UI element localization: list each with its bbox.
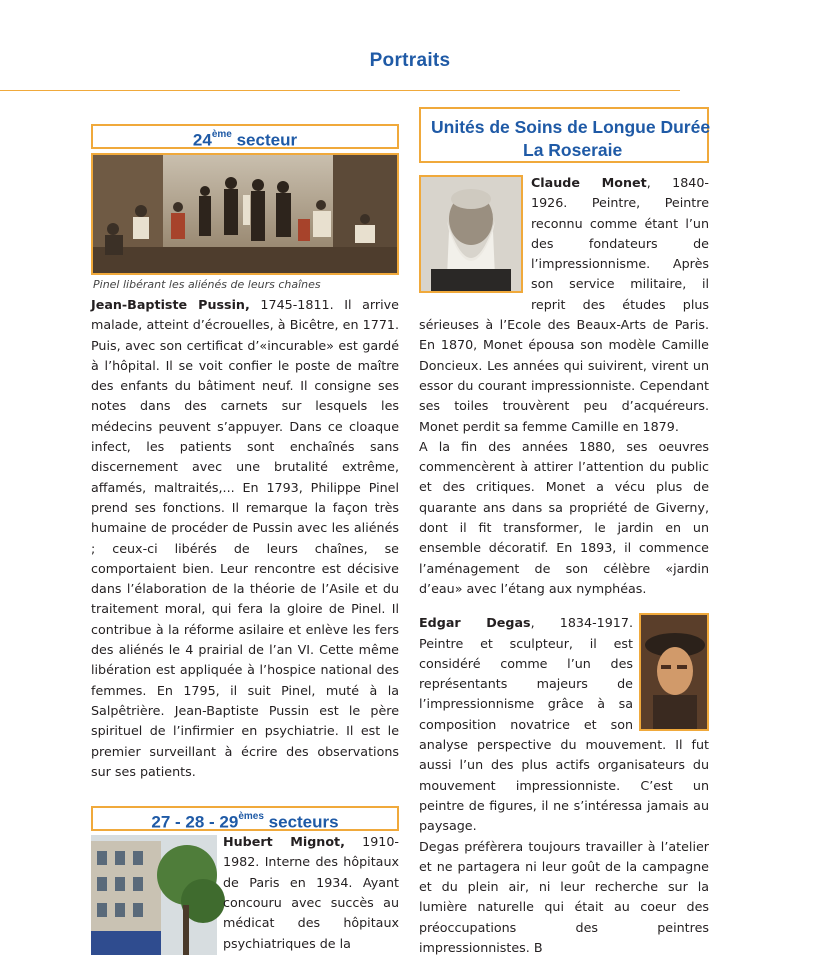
sector-24-word: secteur: [236, 130, 298, 150]
pussin-name: Jean-Baptiste Pussin,: [91, 297, 250, 312]
building-photo-illustration: [91, 835, 217, 955]
degas-article: [419, 613, 709, 958]
page-header: [0, 0, 680, 92]
pussin-text: 1745-1811. Il arrive malade, atteint d’écrouelles, à Bicêtre, en 1771. Puis, avec son certificat d’«incurable» est gardé à l’hôpital. Il se voit confier le poste de maître des enfants du bâtiment neuf. Il consigne ses notes dans des carnets sur lesquels les médecins peuvent s’appuyer. Dans ce cloaque infect, les patients sont enchaînés sans discernement avec une brutalité extrême, affamés, maltraités,... En 1793, Philippe Pinel prend ses fonctions. Il remarque la façon très humaine de procéder de Pussin avec les aliénés ; ceux-ci libérés de leurs chaînes, se comportaient bien. Leur rencontre est décisive dans l’élaboration de la théorie de l’Asile et du traitement moral, qui fera la gloire de Pinel. Il contribue à la réforme asilaire et enlève les fers des aliénés le 4 prairial de l’an VI. Cette même libération est appliquée à l’hospice national des femmes. En 1795, il suit Pinel, muté à la Salpêtrière. Jean-Baptiste Pussin est le père spirituel de l’infirmier en psychiatrie. Il est le premier surveillant à écrire des observations sur ses patients.: [91, 297, 399, 779]
monet-article: [419, 173, 709, 599]
pinel-painting: [91, 153, 399, 275]
sectors-27-29-number: 27 - 28 - 29: [151, 812, 239, 832]
mignot-text: 1910-1982. Interne des hôpitaux de Paris en 1934. Ayant concouru avec succès au médicat des hôpitaux psychiatriques de la: [223, 834, 399, 951]
usld-title-line1: Unités de Soins de Longue Durée: [431, 117, 711, 137]
sector-24-number: 24: [192, 130, 212, 150]
mignot-paragraph: [223, 832, 399, 954]
degas-text-2: Degas préfèrera toujours travailler à l’atelier et ne partagera ni leur goût de la campagne et du plein air, ni leur recherche sur la lumière naturelle qui était au coeur des préoccupations des peintres impressionnistes. B: [419, 838, 709, 955]
degas-portrait: [639, 613, 709, 731]
pussin-paragraph: [91, 295, 399, 782]
sector-24-title: [91, 124, 399, 149]
usld-title-line2: La Roseraie: [523, 140, 623, 160]
left-column: [91, 124, 399, 955]
header-rule: [0, 90, 680, 91]
painting-caption: Pinel libérant les aliénés de leurs chaînes: [93, 278, 321, 291]
sectors-27-29-title: [91, 806, 399, 831]
degas-text-1: , 1834-1917. Peintre et sculpteur, il est considéré comme l’un des représentants majeurs de l’impressionnisme grâce à sa composition novatrice et son analyse perspective du mouvement. Il fut aussi l’un des plus actifs organisateurs du mouvement impressionniste. C’est un peintre de figures, il ne s’intéressa jamais au paysage.: [419, 615, 709, 834]
section-title: Portraits: [369, 50, 451, 71]
mignot-block: [91, 835, 399, 955]
mignot-name: Hubert Mignot,: [223, 834, 345, 850]
monet-portrait: [419, 175, 523, 293]
sectors-27-29-word: secteurs: [268, 812, 339, 832]
usld-title: [419, 107, 709, 163]
degas-portrait-illustration: [641, 615, 707, 729]
monet-text-1: , 1840-1926. Peintre, Peintre reconnu comme étant l’un des fondateurs de l’impressionnisme. Après son service militaire, il reprit des études plus sérieuses à l’Ecole des Beaux-Arts de Paris. En 1870, Monet épousa son modèle Camille Doncieux. Les années qui suivirent, virent un essor du courant impressionniste. Cependant ses toiles trouvèrent peu d’acquéreurs. Monet perdit sa femme Camille en 1879.: [419, 175, 709, 434]
monet-text-2: A la fin des années 1880, ses oeuvres commencèrent à attirer l’attention du public et des critiques. Monet a vécu plus de quarante ans dans sa propriété de Giverny, dont il fit transformer, le jardin en un ensemble décoratif. En 1893, il commence l’aménagement de son célèbre «jardin d’eau» avec l’étang aux nymphéas.: [419, 438, 709, 596]
sector-24-sup: ème: [211, 129, 232, 140]
building-photo: [91, 835, 217, 955]
monet-portrait-illustration: [421, 177, 521, 291]
degas-name: Edgar Degas: [419, 615, 531, 631]
monet-name: Claude Monet: [531, 175, 647, 190]
right-column: [419, 107, 709, 958]
sectors-27-29-sup: èmes: [238, 811, 264, 823]
pinel-painting-illustration: [93, 155, 397, 273]
